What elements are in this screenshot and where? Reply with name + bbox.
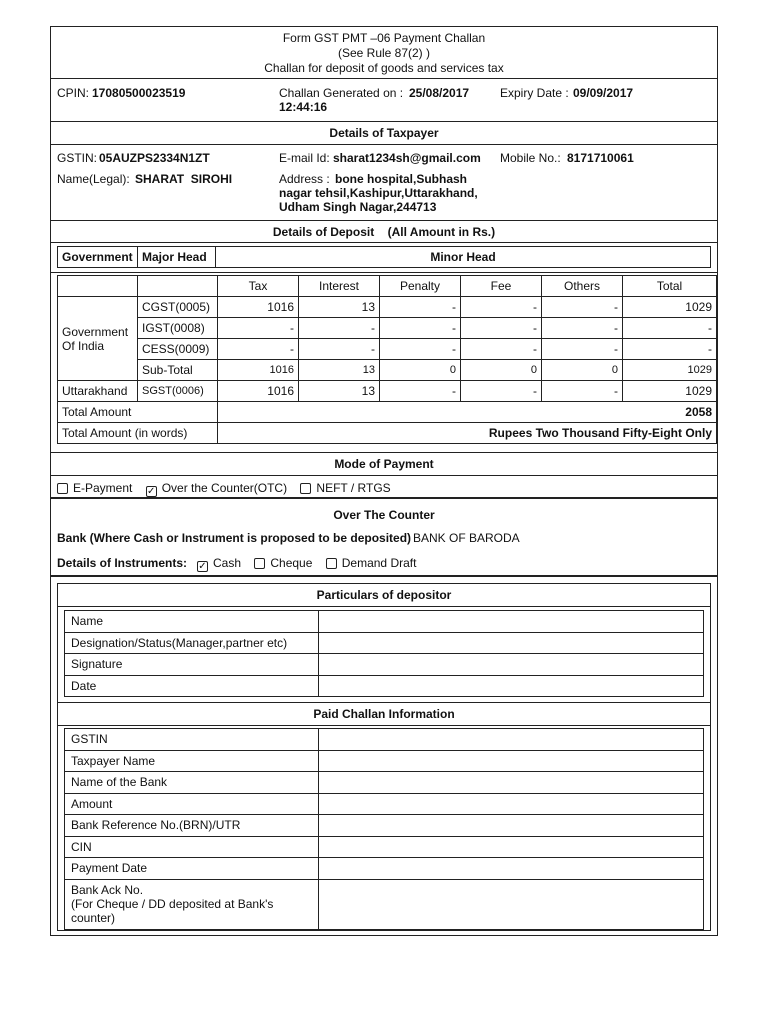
gstin-value: 05AUZPS2334N1ZT — [99, 151, 210, 165]
paid-row-label: Bank Reference No.(BRN)/UTR — [65, 815, 319, 837]
name-value: SHARAT SIROHI — [135, 172, 233, 186]
cell: - — [218, 318, 299, 339]
table-row — [65, 815, 704, 837]
cell: 1016 — [218, 381, 299, 402]
address-line-1: bone hospital,Subhash — [335, 172, 468, 186]
cheque-checkbox[interactable] — [254, 558, 265, 569]
paid-taxpayer-field[interactable] — [319, 750, 704, 772]
cell: - — [542, 381, 623, 402]
head-labels-table — [57, 246, 711, 268]
otc-checkbox[interactable] — [146, 486, 157, 497]
form-header — [51, 27, 717, 77]
paid-row-label: Payment Date — [65, 858, 319, 880]
depositor-row-label: Date — [65, 675, 319, 697]
cell: - — [542, 339, 623, 360]
email-value: sharat1234sh@gmail.com — [333, 151, 481, 165]
depositor-table — [64, 610, 704, 697]
gov-india-line-1: Government — [62, 324, 129, 339]
cell: 1016 — [218, 297, 299, 318]
generated-label: Challan Generated on : — [279, 86, 404, 100]
paid-table — [64, 728, 704, 930]
cell: - — [542, 297, 623, 318]
challan-form — [50, 26, 718, 936]
cell: 0 — [461, 360, 542, 381]
col-total: Total — [623, 276, 717, 297]
gstin-label: GSTIN: — [57, 151, 98, 165]
depositor-name-field[interactable] — [319, 611, 704, 633]
form-title: Form GST PMT –06 Payment Challan — [282, 31, 486, 45]
table-row — [65, 611, 704, 633]
paid-heading: Paid Challan Information — [58, 702, 710, 726]
form-rule: (See Rule 87(2) ) — [337, 46, 431, 60]
dd-label: Demand Draft — [341, 556, 417, 570]
cell: - — [542, 318, 623, 339]
words-row — [58, 423, 717, 444]
head-labels-row — [51, 242, 717, 272]
cpin-label: CPIN: — [57, 86, 90, 100]
table-row — [58, 360, 717, 381]
depositor-signature-field[interactable] — [319, 654, 704, 676]
bank-label: Bank (Where Cash or Instrument is proposed to be deposited) — [57, 531, 412, 545]
table-row — [58, 318, 717, 339]
paid-row-label: Name of the Bank — [65, 772, 319, 794]
col-minor-head: Minor Head — [216, 247, 711, 268]
paid-row-label: GSTIN — [65, 729, 319, 751]
deposit-heading-note: (All Amount in Rs.) — [387, 225, 496, 239]
total-value: 2058 — [218, 402, 717, 423]
neft-label: NEFT / RTGS — [316, 481, 391, 495]
cell: 1029 — [623, 381, 717, 402]
table-row — [58, 381, 717, 402]
row-head: CGST(0005) — [138, 297, 218, 318]
cell: - — [380, 318, 461, 339]
col-tax: Tax — [218, 276, 299, 297]
gov-india-line-2: Of India — [62, 338, 105, 353]
table-row — [65, 793, 704, 815]
table-row — [65, 772, 704, 794]
mode-heading: Mode of Payment — [51, 452, 717, 475]
col-others: Others — [542, 276, 623, 297]
cell: 13 — [299, 360, 380, 381]
amount-table — [57, 275, 717, 444]
address-line-2: nagar tehsil,Kashipur,Uttarakhand, — [279, 186, 478, 200]
mobile-value: 8171710061 — [567, 151, 634, 165]
table-row — [65, 750, 704, 772]
amount-section — [51, 272, 717, 452]
row-head: Sub-Total — [138, 360, 218, 381]
depositor-box — [57, 583, 711, 931]
expiry-value: 09/09/2017 — [573, 86, 634, 100]
depositor-heading: Particulars of depositor — [58, 584, 710, 607]
table-row — [65, 675, 704, 697]
depositor-row-label: Designation/Status(Manager,partner etc) — [65, 632, 319, 654]
check-icon: ✓ — [198, 561, 207, 572]
paid-row-label: CIN — [65, 836, 319, 858]
cell: 1029 — [623, 360, 717, 381]
table-row — [58, 297, 717, 318]
table-row — [65, 654, 704, 676]
address-line-3: Udham Singh Nagar,244713 — [279, 200, 437, 214]
ack-line-3: counter) — [71, 911, 116, 925]
cell: - — [623, 318, 717, 339]
otc-section — [51, 503, 717, 577]
cell: - — [461, 381, 542, 402]
total-row — [58, 402, 717, 423]
expiry-label: Expiry Date : — [500, 86, 569, 100]
col-interest: Interest — [299, 276, 380, 297]
depositor-designation-field[interactable] — [319, 632, 704, 654]
cell: 1016 — [218, 360, 299, 381]
epayment-checkbox[interactable] — [57, 483, 68, 494]
table-row — [65, 632, 704, 654]
row-head: IGST(0008) — [138, 318, 218, 339]
table-row — [58, 339, 717, 360]
name-label: Name(Legal): — [57, 172, 130, 186]
instruments-label: Details of Instruments: — [57, 556, 188, 570]
paid-row-label: Taxpayer Name — [65, 750, 319, 772]
email-label: E-mail Id: — [279, 151, 330, 165]
cell: - — [380, 381, 461, 402]
col-fee: Fee — [461, 276, 542, 297]
cell: - — [461, 318, 542, 339]
amount-corner-1 — [58, 276, 138, 297]
check-icon: ✓ — [147, 486, 156, 497]
mobile-label: Mobile No.: — [500, 151, 561, 165]
cell: 0 — [542, 360, 623, 381]
cell: 13 — [299, 381, 380, 402]
deposit-heading — [51, 220, 717, 242]
cpin-value: 17080500023519 — [92, 86, 186, 100]
generated-date: 25/08/2017 — [409, 86, 470, 100]
paid-bank-field[interactable] — [319, 772, 704, 794]
instruments-options — [197, 556, 416, 572]
paid-date-field[interactable] — [319, 858, 704, 880]
cash-checkbox[interactable] — [197, 561, 208, 572]
table-row — [65, 729, 704, 751]
state-cell: Uttarakhand — [58, 381, 138, 402]
paid-brn-field[interactable] — [319, 815, 704, 837]
paid-ack-field[interactable] — [319, 879, 704, 929]
otc-heading: Over The Counter — [333, 508, 435, 522]
paid-row-label: Amount — [65, 793, 319, 815]
cell: - — [380, 339, 461, 360]
col-government: Government — [58, 247, 138, 268]
form-subtitle: Challan for deposit of goods and services tax — [264, 61, 504, 75]
paid-ack-label — [65, 879, 319, 929]
paid-cin-field[interactable] — [319, 836, 704, 858]
words-value: Rupees Two Thousand Fifty-Eight Only — [218, 423, 717, 444]
table-row — [65, 836, 704, 858]
ack-line-2: (For Cheque / DD deposited at Bank's — [71, 897, 274, 911]
depositor-row-label: Signature — [65, 654, 319, 676]
table-row — [65, 879, 704, 929]
cheque-label: Cheque — [270, 556, 313, 570]
deposit-heading-label: Details of Deposit — [272, 225, 375, 239]
cell: - — [623, 339, 717, 360]
words-label: Total Amount (in words) — [58, 423, 218, 444]
neft-checkbox[interactable] — [300, 483, 311, 494]
taxpayer-details — [51, 144, 717, 220]
cell: 1029 — [623, 297, 717, 318]
cell: 13 — [299, 297, 380, 318]
amount-corner-2 — [138, 276, 218, 297]
total-label: Total Amount — [58, 402, 218, 423]
otc-label: Over the Counter(OTC) — [161, 481, 288, 495]
cpin-row — [51, 78, 717, 120]
paid-gstin-field[interactable] — [319, 729, 704, 751]
row-head: CESS(0009) — [138, 339, 218, 360]
cell: 0 — [380, 360, 461, 381]
depositor-row-label: Name — [65, 611, 319, 633]
taxpayer-heading: Details of Taxpayer — [51, 121, 717, 143]
cell: - — [380, 297, 461, 318]
gov-india-cell — [58, 297, 138, 381]
col-major-head: Major Head — [138, 247, 216, 268]
cell: - — [299, 318, 380, 339]
address-label: Address : — [279, 172, 330, 186]
cell: - — [461, 297, 542, 318]
generated-time: 12:44:16 — [279, 100, 328, 114]
row-head: SGST(0006) — [138, 381, 218, 402]
col-penalty: Penalty — [380, 276, 461, 297]
cash-label: Cash — [213, 556, 242, 570]
table-row — [65, 858, 704, 880]
mode-options — [51, 475, 717, 499]
cell: - — [218, 339, 299, 360]
paid-amount-field[interactable] — [319, 793, 704, 815]
cell: - — [461, 339, 542, 360]
epayment-label: E-Payment — [73, 481, 133, 495]
dd-checkbox[interactable] — [326, 558, 337, 569]
ack-line-1: Bank Ack No. — [71, 883, 144, 897]
cell: - — [299, 339, 380, 360]
bank-value: BANK OF BARODA — [413, 531, 520, 545]
depositor-date-field[interactable] — [319, 675, 704, 697]
